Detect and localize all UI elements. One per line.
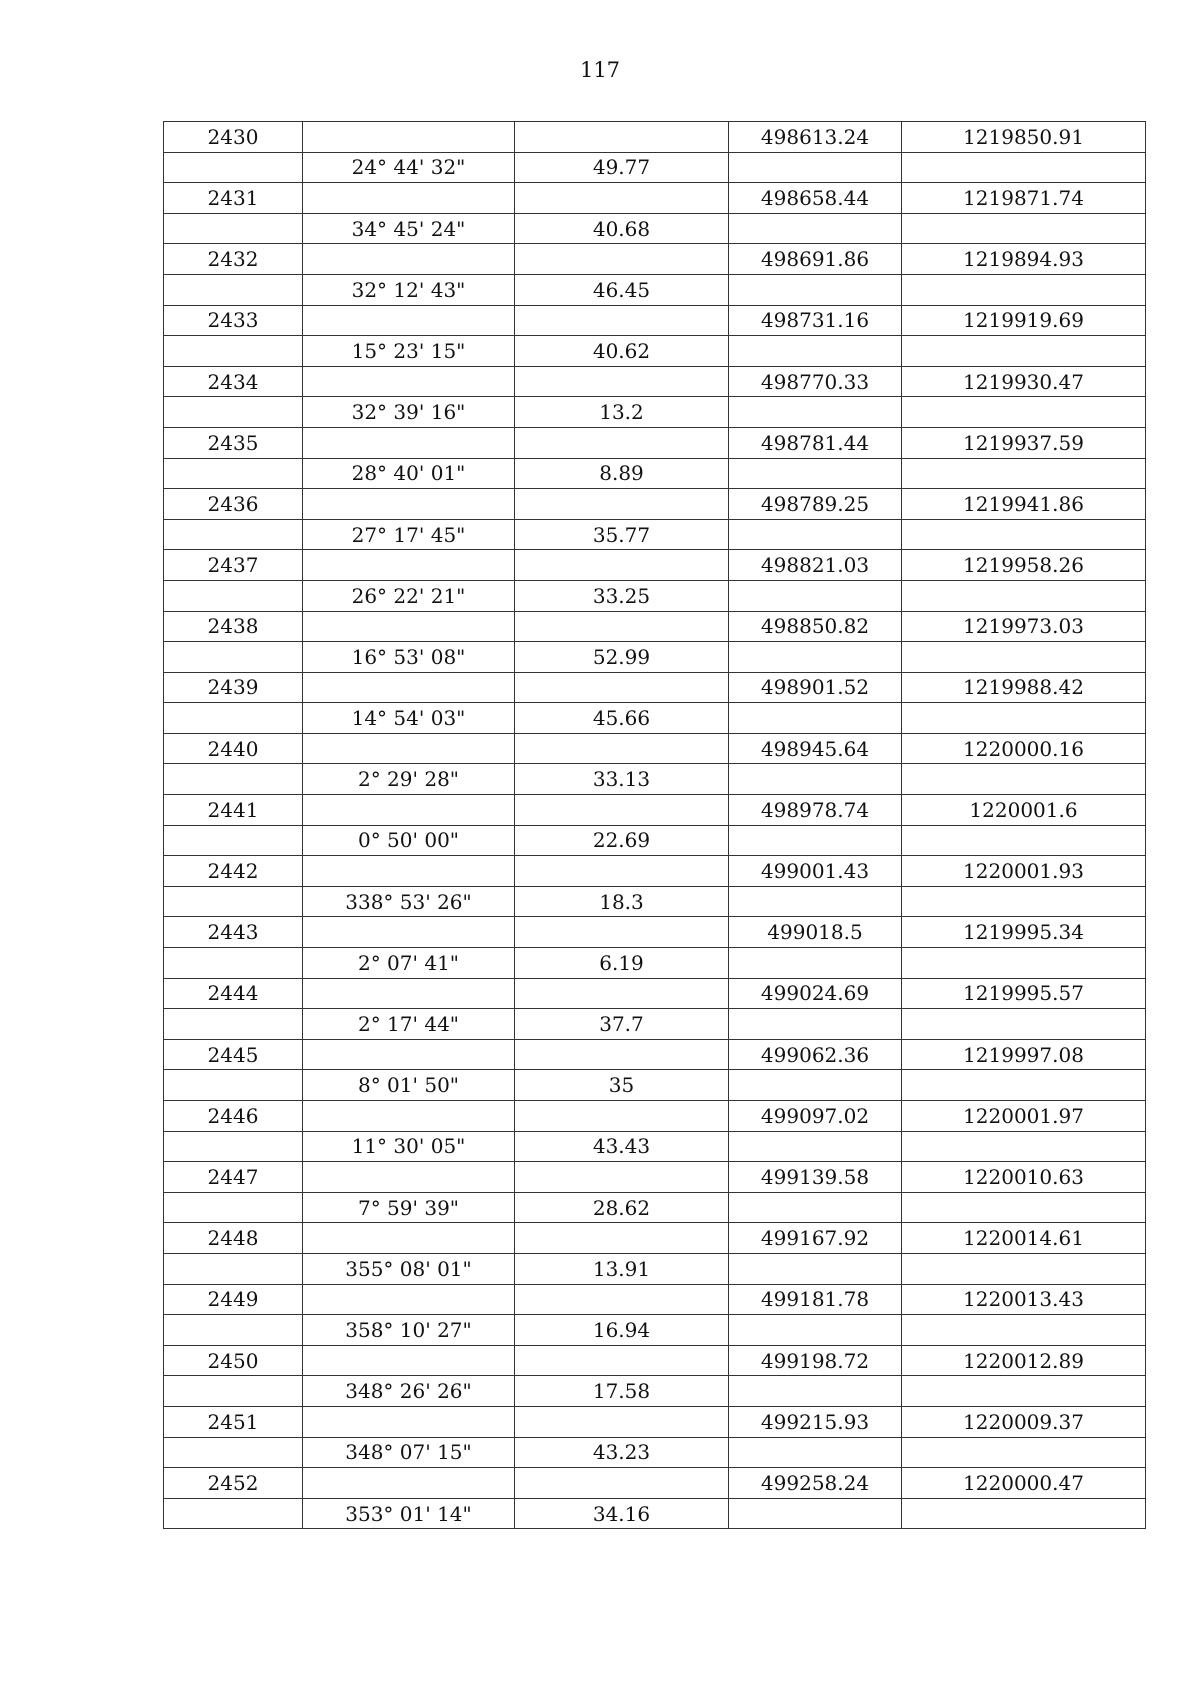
empty-cell [729,397,902,428]
empty-cell [729,1376,902,1407]
station-cell: 2445 [164,1039,303,1070]
empty-cell [515,305,729,336]
empty-cell [729,1437,902,1468]
station-row [164,122,1146,153]
empty-cell [164,1009,303,1040]
station-cell: 2450 [164,1345,303,1376]
northing-cell: 1220010.63 [902,1162,1146,1193]
distance-cell: 35.77 [515,519,729,550]
empty-cell [515,1223,729,1254]
station-row [164,1101,1146,1132]
distance-cell: 43.23 [515,1437,729,1468]
distance-cell: 6.19 [515,948,729,979]
station-row [164,795,1146,826]
northing-cell: 1220001.97 [902,1101,1146,1132]
bearing-cell: 2° 17' 44" [303,1009,515,1040]
empty-cell [729,886,902,917]
northing-cell: 1220001.6 [902,795,1146,826]
empty-cell [729,1009,902,1040]
northing-cell: 1219995.34 [902,917,1146,948]
empty-cell [902,1437,1146,1468]
empty-cell [164,1253,303,1284]
page-number: 117 [579,58,621,82]
empty-cell [303,244,515,275]
empty-cell [902,886,1146,917]
empty-cell [303,1406,515,1437]
empty-cell [303,366,515,397]
station-cell: 2447 [164,1162,303,1193]
empty-cell [515,795,729,826]
bearing-cell: 7° 59' 39" [303,1192,515,1223]
bearing-cell: 8° 01' 50" [303,1070,515,1101]
station-cell: 2440 [164,733,303,764]
empty-cell [902,397,1146,428]
empty-cell [729,458,902,489]
empty-cell [303,978,515,1009]
station-cell: 2441 [164,795,303,826]
empty-cell [164,642,303,673]
distance-cell: 18.3 [515,886,729,917]
northing-cell: 1219937.59 [902,427,1146,458]
empty-cell [902,1315,1146,1346]
station-cell: 2433 [164,305,303,336]
empty-cell [515,122,729,153]
distance-cell: 13.2 [515,397,729,428]
bearing-cell: 348° 26' 26" [303,1376,515,1407]
course-row [164,764,1146,795]
empty-cell [303,1468,515,1499]
northing-cell: 1220001.93 [902,856,1146,887]
empty-cell [902,152,1146,183]
easting-cell: 498901.52 [729,672,902,703]
distance-cell: 34.16 [515,1498,729,1529]
course-row [164,1253,1146,1284]
empty-cell [303,672,515,703]
easting-cell: 499181.78 [729,1284,902,1315]
empty-cell [303,1223,515,1254]
course-row [164,519,1146,550]
easting-cell: 498821.03 [729,550,902,581]
empty-cell [164,1315,303,1346]
course-row [164,1131,1146,1162]
station-row [164,366,1146,397]
empty-cell [164,152,303,183]
empty-cell [164,1131,303,1162]
empty-cell [303,1101,515,1132]
empty-cell [164,336,303,367]
distance-cell: 45.66 [515,703,729,734]
course-row [164,152,1146,183]
station-row [164,244,1146,275]
empty-cell [902,825,1146,856]
empty-cell [303,733,515,764]
empty-cell [729,336,902,367]
empty-cell [729,764,902,795]
easting-cell: 499097.02 [729,1101,902,1132]
bearing-cell: 34° 45' 24" [303,213,515,244]
easting-cell: 498613.24 [729,122,902,153]
empty-cell [729,1131,902,1162]
station-cell: 2446 [164,1101,303,1132]
empty-cell [164,948,303,979]
easting-cell: 498978.74 [729,795,902,826]
northing-cell: 1219930.47 [902,366,1146,397]
empty-cell [303,427,515,458]
northing-cell: 1219958.26 [902,550,1146,581]
distance-cell: 52.99 [515,642,729,673]
empty-cell [515,427,729,458]
course-row [164,1315,1146,1346]
easting-cell: 498789.25 [729,489,902,520]
empty-cell [515,489,729,520]
empty-cell [303,1162,515,1193]
station-row [164,1162,1146,1193]
northing-cell: 1219894.93 [902,244,1146,275]
empty-cell [902,213,1146,244]
empty-cell [902,274,1146,305]
easting-cell: 499062.36 [729,1039,902,1070]
station-cell: 2442 [164,856,303,887]
easting-cell: 499001.43 [729,856,902,887]
course-row [164,1498,1146,1529]
empty-cell [303,1284,515,1315]
empty-cell [902,1131,1146,1162]
distance-cell: 37.7 [515,1009,729,1040]
empty-cell [902,703,1146,734]
station-cell: 2432 [164,244,303,275]
station-cell: 2448 [164,1223,303,1254]
empty-cell [515,611,729,642]
northing-cell: 1219850.91 [902,122,1146,153]
empty-cell [515,917,729,948]
bearing-cell: 348° 07' 15" [303,1437,515,1468]
empty-cell [515,366,729,397]
empty-cell [902,1009,1146,1040]
station-row [164,1345,1146,1376]
empty-cell [729,213,902,244]
empty-cell [902,1070,1146,1101]
empty-cell [164,703,303,734]
bearing-cell: 11° 30' 05" [303,1131,515,1162]
empty-cell [515,978,729,1009]
empty-cell [902,642,1146,673]
distance-cell: 35 [515,1070,729,1101]
distance-cell: 40.62 [515,336,729,367]
empty-cell [902,458,1146,489]
northing-cell: 1219919.69 [902,305,1146,336]
station-row [164,427,1146,458]
easting-cell: 499258.24 [729,1468,902,1499]
distance-cell: 17.58 [515,1376,729,1407]
bearing-cell: 32° 39' 16" [303,397,515,428]
empty-cell [902,1253,1146,1284]
station-row [164,856,1146,887]
bearing-cell: 24° 44' 32" [303,152,515,183]
station-row [164,489,1146,520]
northing-cell: 1219973.03 [902,611,1146,642]
empty-cell [164,1192,303,1223]
station-cell: 2449 [164,1284,303,1315]
bearing-cell: 353° 01' 14" [303,1498,515,1529]
course-row [164,336,1146,367]
empty-cell [902,764,1146,795]
northing-cell: 1219988.42 [902,672,1146,703]
bearing-cell: 28° 40' 01" [303,458,515,489]
empty-cell [515,1406,729,1437]
empty-cell [729,274,902,305]
empty-cell [902,1498,1146,1529]
empty-cell [303,917,515,948]
empty-cell [515,1039,729,1070]
empty-cell [729,1498,902,1529]
bearing-cell: 2° 07' 41" [303,948,515,979]
easting-cell: 499018.5 [729,917,902,948]
distance-cell: 16.94 [515,1315,729,1346]
empty-cell [164,519,303,550]
easting-cell: 498731.16 [729,305,902,336]
empty-cell [515,244,729,275]
survey-table-body [164,122,1146,1529]
bearing-cell: 26° 22' 21" [303,580,515,611]
station-row [164,672,1146,703]
empty-cell [902,336,1146,367]
easting-cell: 498658.44 [729,183,902,214]
course-row [164,397,1146,428]
course-row [164,458,1146,489]
empty-cell [729,825,902,856]
station-row [164,183,1146,214]
empty-cell [729,642,902,673]
course-row [164,1437,1146,1468]
empty-cell [515,1345,729,1376]
empty-cell [303,305,515,336]
survey-coordinates-table [163,121,1146,1529]
station-cell: 2439 [164,672,303,703]
empty-cell [515,733,729,764]
empty-cell [729,519,902,550]
empty-cell [303,856,515,887]
course-row [164,580,1146,611]
empty-cell [164,458,303,489]
bearing-cell: 355° 08' 01" [303,1253,515,1284]
course-row [164,948,1146,979]
course-row [164,703,1146,734]
course-row [164,1009,1146,1040]
distance-cell: 43.43 [515,1131,729,1162]
course-row [164,1376,1146,1407]
empty-cell [902,948,1146,979]
distance-cell: 13.91 [515,1253,729,1284]
bearing-cell: 358° 10' 27" [303,1315,515,1346]
easting-cell: 498691.86 [729,244,902,275]
station-cell: 2443 [164,917,303,948]
empty-cell [164,397,303,428]
easting-cell: 499215.93 [729,1406,902,1437]
empty-cell [164,1070,303,1101]
station-row [164,733,1146,764]
easting-cell: 498945.64 [729,733,902,764]
bearing-cell: 16° 53' 08" [303,642,515,673]
empty-cell [729,1315,902,1346]
distance-cell: 28.62 [515,1192,729,1223]
empty-cell [729,152,902,183]
empty-cell [303,1039,515,1070]
empty-cell [902,519,1146,550]
empty-cell [515,856,729,887]
empty-cell [729,1070,902,1101]
easting-cell: 499024.69 [729,978,902,1009]
northing-cell: 1219941.86 [902,489,1146,520]
course-row [164,274,1146,305]
station-row [164,1406,1146,1437]
station-cell: 2444 [164,978,303,1009]
empty-cell [515,1101,729,1132]
station-row [164,978,1146,1009]
station-row [164,611,1146,642]
empty-cell [164,764,303,795]
station-cell: 2452 [164,1468,303,1499]
station-row [164,305,1146,336]
northing-cell: 1220014.61 [902,1223,1146,1254]
empty-cell [902,1376,1146,1407]
easting-cell: 499167.92 [729,1223,902,1254]
course-row [164,1192,1146,1223]
northing-cell: 1219995.57 [902,978,1146,1009]
distance-cell: 49.77 [515,152,729,183]
bearing-cell: 27° 17' 45" [303,519,515,550]
empty-cell [902,1192,1146,1223]
empty-cell [164,274,303,305]
distance-cell: 33.25 [515,580,729,611]
empty-cell [515,1284,729,1315]
northing-cell: 1220013.43 [902,1284,1146,1315]
distance-cell: 8.89 [515,458,729,489]
station-cell: 2436 [164,489,303,520]
bearing-cell: 14° 54' 03" [303,703,515,734]
empty-cell [515,672,729,703]
empty-cell [729,580,902,611]
distance-cell: 40.68 [515,213,729,244]
bearing-cell: 15° 23' 15" [303,336,515,367]
distance-cell: 46.45 [515,274,729,305]
station-row [164,550,1146,581]
empty-cell [729,948,902,979]
empty-cell [303,1345,515,1376]
station-row [164,1284,1146,1315]
empty-cell [164,886,303,917]
station-row [164,1468,1146,1499]
station-cell: 2431 [164,183,303,214]
course-row [164,213,1146,244]
northing-cell: 1220012.89 [902,1345,1146,1376]
empty-cell [902,580,1146,611]
station-cell: 2451 [164,1406,303,1437]
course-row [164,642,1146,673]
bearing-cell: 338° 53' 26" [303,886,515,917]
easting-cell: 498770.33 [729,366,902,397]
bearing-cell: 32° 12' 43" [303,274,515,305]
distance-cell: 33.13 [515,764,729,795]
empty-cell [164,825,303,856]
bearing-cell: 2° 29' 28" [303,764,515,795]
course-row [164,825,1146,856]
empty-cell [515,1468,729,1499]
empty-cell [303,489,515,520]
empty-cell [729,1192,902,1223]
course-row [164,886,1146,917]
easting-cell: 499198.72 [729,1345,902,1376]
empty-cell [515,183,729,214]
easting-cell: 499139.58 [729,1162,902,1193]
northing-cell: 1220000.47 [902,1468,1146,1499]
station-row [164,1223,1146,1254]
easting-cell: 498850.82 [729,611,902,642]
station-cell: 2430 [164,122,303,153]
empty-cell [164,213,303,244]
northing-cell: 1220009.37 [902,1406,1146,1437]
station-cell: 2437 [164,550,303,581]
station-cell: 2438 [164,611,303,642]
distance-cell: 22.69 [515,825,729,856]
empty-cell [303,550,515,581]
empty-cell [164,580,303,611]
course-row [164,1070,1146,1101]
empty-cell [515,1162,729,1193]
empty-cell [729,703,902,734]
empty-cell [164,1376,303,1407]
easting-cell: 498781.44 [729,427,902,458]
empty-cell [303,183,515,214]
northing-cell: 1219997.08 [902,1039,1146,1070]
station-cell: 2435 [164,427,303,458]
empty-cell [164,1498,303,1529]
empty-cell [303,122,515,153]
northing-cell: 1219871.74 [902,183,1146,214]
bearing-cell: 0° 50' 00" [303,825,515,856]
empty-cell [303,611,515,642]
station-row [164,917,1146,948]
station-row [164,1039,1146,1070]
empty-cell [164,1437,303,1468]
empty-cell [515,550,729,581]
empty-cell [303,795,515,826]
empty-cell [729,1253,902,1284]
northing-cell: 1220000.16 [902,733,1146,764]
station-cell: 2434 [164,366,303,397]
